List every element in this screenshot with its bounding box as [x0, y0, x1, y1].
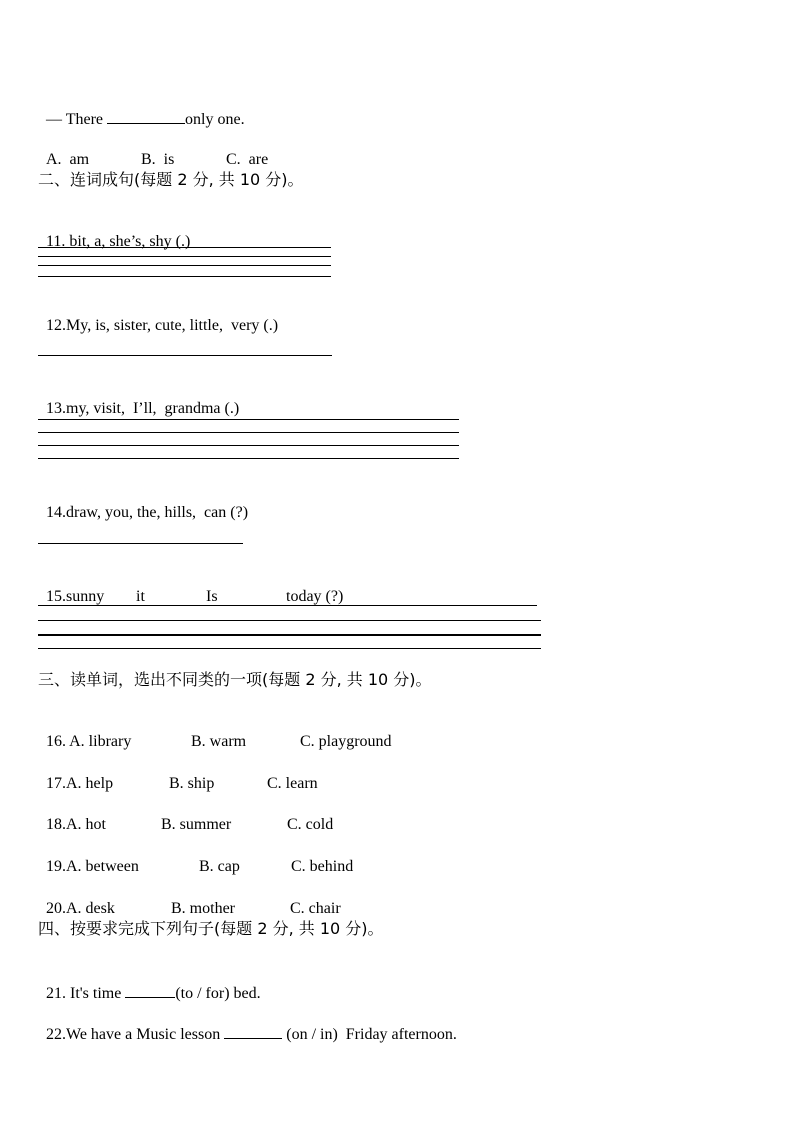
q12-answer-line[interactable] — [38, 355, 332, 356]
intro-option-b[interactable]: B. is — [141, 151, 175, 168]
q14-number: 14 — [46, 504, 62, 521]
q13-number: 13 — [46, 400, 62, 417]
q18-option-b[interactable]: B. summer — [161, 816, 232, 833]
q18-row — [38, 795, 334, 833]
intro-answer-blank[interactable] — [107, 108, 185, 124]
q12-number: 12 — [46, 317, 62, 334]
q22-prefix: .We have a Music lesson — [62, 1026, 225, 1043]
q11-answer-line[interactable] — [38, 276, 331, 277]
q15-word: it — [136, 588, 145, 605]
q21-suffix: (to / for) bed. — [175, 985, 261, 1002]
q18-option-a[interactable]: 18.A. hot — [46, 816, 106, 833]
q13-answer-line[interactable] — [38, 432, 459, 433]
q13-text: .my, visit, I’ll, grandma (.) — [62, 400, 240, 417]
q19-option-a[interactable]: 19.A. between — [46, 858, 139, 875]
q11-prompt — [38, 212, 191, 250]
intro-option-a[interactable]: A. am — [46, 151, 90, 168]
q11-number: 11 — [46, 233, 62, 250]
q21-prefix: . It's time — [62, 985, 126, 1002]
q16-option-a[interactable]: 16. A. library — [46, 733, 132, 750]
section2-heading: 二、连词成句(每题 2 分, 共 10 分)。 — [38, 170, 304, 189]
q15-answer-line[interactable] — [38, 634, 541, 636]
q15-answer-line[interactable] — [38, 605, 537, 606]
q17-option-b[interactable]: B. ship — [169, 775, 215, 792]
q14-text: .draw, you, the, hills, can (?) — [62, 504, 249, 521]
q22-suffix: (on / in) Friday afternoon. — [282, 1026, 457, 1043]
q22-answer-blank[interactable] — [224, 1023, 282, 1039]
q19-option-b[interactable]: B. cap — [199, 858, 240, 875]
q16-option-c[interactable]: C. playground — [300, 733, 392, 750]
q16-row — [38, 712, 392, 750]
q18-option-c[interactable]: C. cold — [287, 816, 334, 833]
q12-text: .My, is, sister, cute, little, very (.) — [62, 317, 279, 334]
q11-answer-line[interactable] — [38, 256, 331, 257]
q17-option-c[interactable]: C. learn — [267, 775, 318, 792]
q20-option-b[interactable]: B. mother — [171, 900, 235, 917]
q21-number: 21 — [46, 985, 62, 1002]
section4-heading: 四、按要求完成下列句子(每题 2 分, 共 10 分)。 — [38, 919, 384, 938]
q15-word: .sunny — [62, 588, 105, 605]
q12-prompt — [38, 296, 279, 334]
q21-sentence — [38, 962, 261, 1002]
intro-options — [38, 130, 269, 168]
q20-option-c[interactable]: C. chair — [290, 900, 341, 917]
q11-answer-line[interactable] — [38, 265, 331, 266]
intro-question-suffix: only one. — [185, 111, 245, 128]
q17-option-a[interactable]: 17.A. help — [46, 775, 114, 792]
q20-option-a[interactable]: 20.A. desk — [46, 900, 115, 917]
section3-heading: 三、读单词，选出不同类的一项(每题 2 分, 共 10 分)。 — [38, 670, 432, 689]
q15-answer-line[interactable] — [38, 620, 541, 621]
q17-row — [38, 754, 318, 792]
q15-answer-line[interactable] — [38, 648, 541, 649]
q13-answer-line[interactable] — [38, 458, 459, 459]
q11-answer-line[interactable] — [38, 247, 331, 248]
q19-option-c[interactable]: C. behind — [291, 858, 354, 875]
q15-word: Is — [206, 588, 218, 605]
q13-prompt — [38, 379, 240, 417]
q16-option-b[interactable]: B. warm — [191, 733, 247, 750]
q15-word: today (?) — [286, 588, 344, 605]
q13-answer-line[interactable] — [38, 445, 459, 446]
q22-sentence — [38, 1003, 457, 1043]
q13-answer-line[interactable] — [38, 419, 459, 420]
intro-question — [38, 88, 245, 128]
q14-prompt — [38, 483, 249, 521]
q14-answer-line[interactable] — [38, 543, 243, 544]
q19-row — [38, 837, 354, 875]
q22-number: 22 — [46, 1026, 62, 1043]
q21-answer-blank[interactable] — [125, 982, 175, 998]
intro-option-c[interactable]: C. are — [226, 151, 269, 168]
q20-row — [38, 879, 341, 917]
q11-text: . bit, a, she’s, shy (.) — [61, 233, 191, 250]
q15-prompt — [38, 567, 344, 605]
q15-number: 15 — [46, 588, 62, 605]
intro-question-prefix: — There — [46, 111, 108, 128]
